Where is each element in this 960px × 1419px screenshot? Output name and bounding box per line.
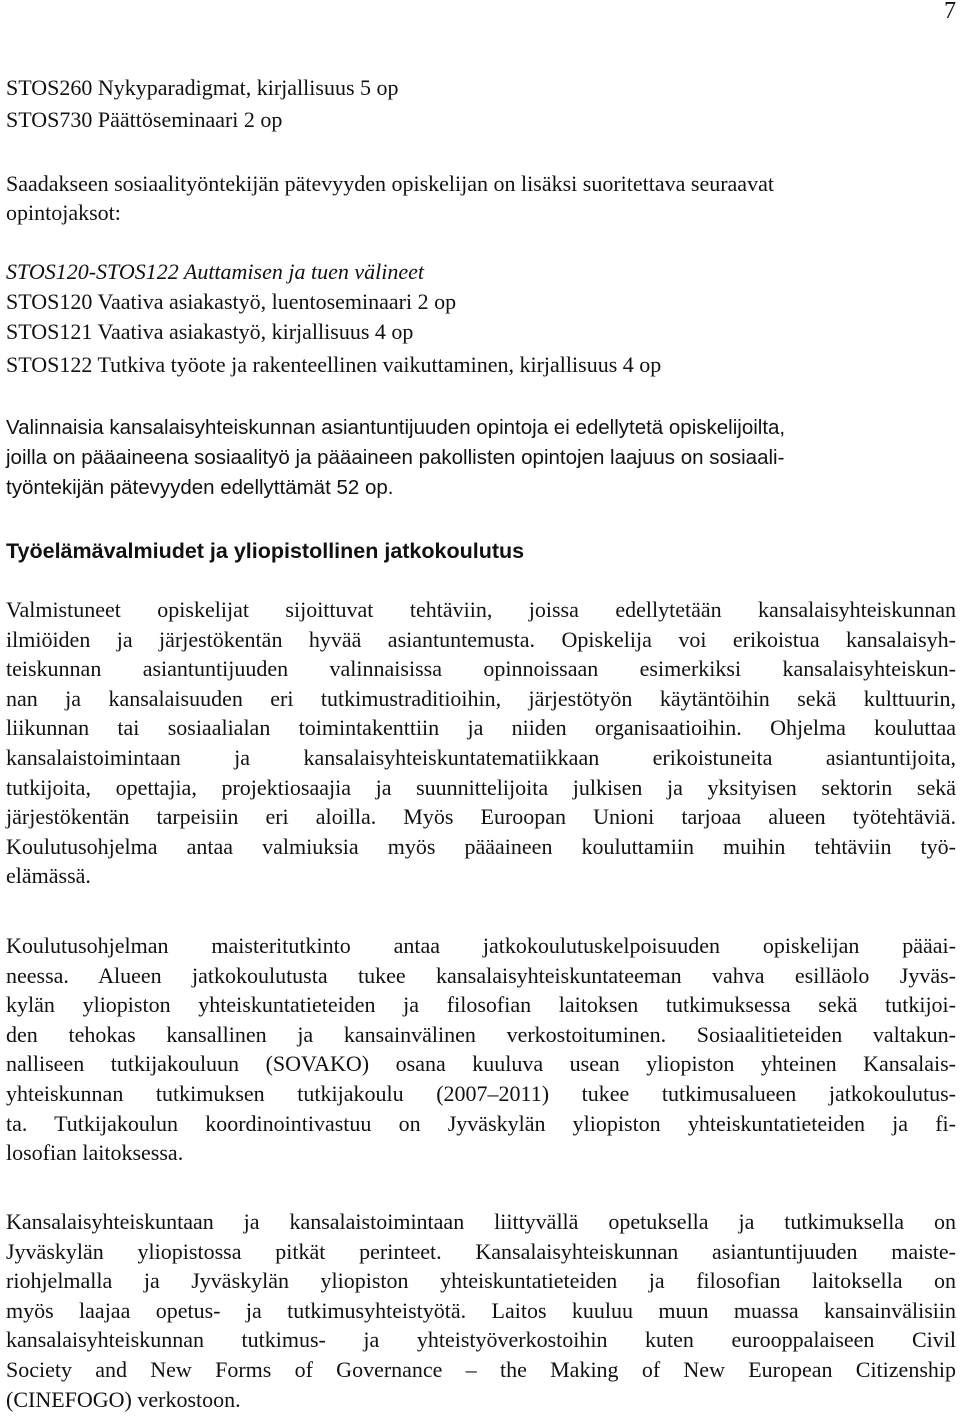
paragraph-line: nan ja kansalaisuuden eri tutkimustraditioihin, järjestötyön käytäntöihin sekä kulttuurin, <box>6 685 956 711</box>
paragraph-line: Jyväskylän yliopistossa pitkät perinteet. Kansalaisyhteiskunnan asiantuntijuuden maiste- <box>6 1238 956 1264</box>
paragraph-line: riohjelmalla ja Jyväskylän yliopiston yhteiskuntatieteiden ja filosofian laitoksella on <box>6 1268 956 1294</box>
course-line: STOS730 Päättöseminaari 2 op <box>6 107 283 132</box>
paragraph-line: liikunnan tai sosiaalialan toimintakenttiin ja niiden organisaatioihin. Ohjelma kouluttaa <box>6 715 956 741</box>
page-number: 7 <box>944 0 956 24</box>
paragraph-line: Kansalaisyhteiskuntaan ja kansalaistoimintaan liittyvällä opetuksella ja tutkimuksella on <box>6 1209 956 1234</box>
paragraph-line: myös laajaa opetus- ja tutkimusyhteistyötä. Laitos kuuluu muun muassa kansainvälisiin <box>6 1297 956 1323</box>
module-course: STOS122 Tutkiva työote ja rakenteellinen vaikuttaminen, kirjallisuus 4 op <box>6 352 662 377</box>
paragraph-line: elämässä. <box>6 863 91 889</box>
module-course: STOS121 Vaativa asiakastyö, kirjallisuus 4 op <box>6 319 414 344</box>
paragraph-line: kylän yliopiston yhteiskuntatieteiden ja filosofian laitoksen tutkimuksessa sekä tutkijoi- <box>6 992 956 1018</box>
paragraph-line: ta. Tutkijakoulun koordinointivastuu on Jyväskylän yliopiston yhteiskuntatieteiden ja fi- <box>6 1110 956 1136</box>
paragraph-line: kansalaisyhteiskunnan tutkimus- ja yhteistyöverkostoihin kuten eurooppalaiseen Civil <box>6 1327 956 1353</box>
paragraph-line: Koulutusohjelman maisteritutkinto antaa jatkokoulutuskelpoisuuden opiskelijan pääai- <box>6 933 956 958</box>
paragraph-line: (CINEFOGO) verkostoon. <box>6 1386 241 1412</box>
paragraph-line: yhteiskunnan tutkimuksen tutkijakoulu (2007–2011) tukee tutkimusalueen jatkokoulutus- <box>6 1081 956 1106</box>
note-line: Valinnaisia kansalaisyhteiskunnan asiantuntijuuden opintoja ei edellytetä opiskelijoilta, <box>6 416 786 439</box>
paragraph-line: den tehokas kansallinen ja kansainvälinen verkostoituminen. Sosiaalitieteiden valtakun- <box>6 1021 956 1047</box>
paragraph-line: järjestökentän tarpeisiin eri aloilla. Myös Euroopan Unioni tarjoaa alueen työtehtäviä. <box>6 804 956 830</box>
paragraph-line: teiskunnan asiantuntijuuden valinnaisissa opinnoissaan esimerkiksi kansalaisyhteiskun- <box>6 656 956 682</box>
paragraph-line: neessa. Alueen jatkokoulutusta tukee kansalaisyhteiskuntateeman vahva esilläolo Jyväs- <box>6 962 956 988</box>
course-line: STOS260 Nykyparadigmat, kirjallisuus 5 op <box>6 75 399 100</box>
note-line: joilla on pääaineena sosiaalityö ja pääaineen pakollisten opintojen laajuus on sosiaali- <box>6 446 785 469</box>
module-course: STOS120 Vaativa asiakastyö, luentoseminaari 2 op <box>6 289 457 314</box>
paragraph-line: ilmiöiden ja järjestökentän hyvää asiantuntemusta. Opiskelija voi erikoistua kansalaisyh- <box>6 626 956 652</box>
paragraph-line: Valmistuneet opiskelijat sijoittuvat tehtäviin, joissa edellytetään kansalaisyhteiskunnan <box>6 597 956 622</box>
module-title: STOS120-STOS122 Auttamisen ja tuen välineet <box>6 259 424 284</box>
paragraph-line: Society and New Forms of Governance – the Making of New European Citizenship <box>6 1357 956 1382</box>
section-heading: Työelämävalmiudet ja yliopistollinen jatkokoulutus <box>6 539 525 563</box>
intro-line: Saadakseen sosiaalityöntekijän pätevyyden opiskelijan on lisäksi suoritettava seuraavat <box>6 171 774 196</box>
intro-line: opintojaksot: <box>6 200 121 225</box>
note-line: työntekijän pätevyyden edellyttämät 52 op. <box>6 476 394 499</box>
paragraph-line: tutkijoita, opettajia, projektiosaajia ja suunnittelijoita julkisen ja yksityisen sektorin sekä <box>6 774 956 800</box>
paragraph-line: losofian laitoksessa. <box>6 1140 184 1166</box>
paragraph-line: kansalaistoimintaan ja kansalaisyhteiskuntatematiikkaan erikoistuneita asiantuntijoita, <box>6 745 956 770</box>
paragraph-line: nalliseen tutkijakouluun (SOVAKO) osana kuuluva usean yliopiston yhteinen Kansalais- <box>6 1051 956 1077</box>
paragraph-line: Koulutusohjelma antaa valmiuksia myös pääaineen kouluttamiin muihin tehtäviin työ- <box>6 833 956 859</box>
